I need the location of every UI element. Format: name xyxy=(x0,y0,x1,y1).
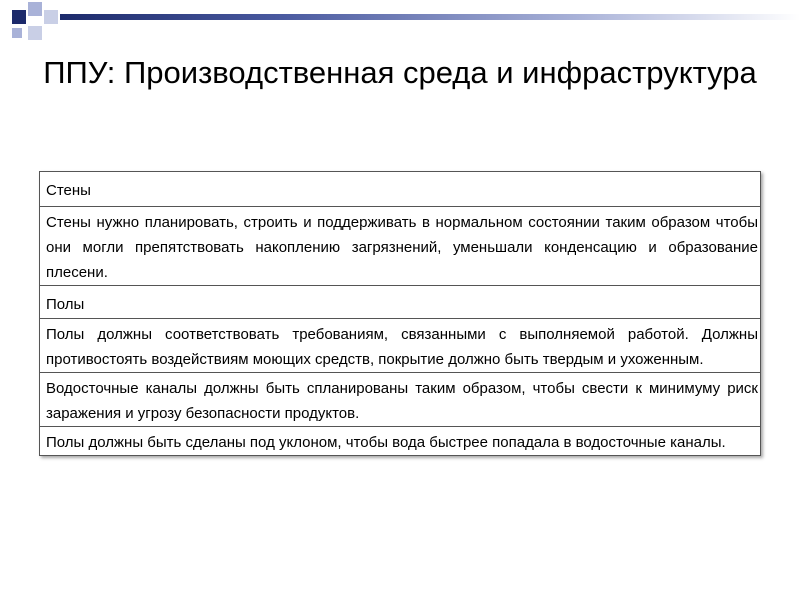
floors-requirement-text: Полы должны соответствовать требованиям, связанными с выполняемой работой. Должны противостоять воздействиям моющих средств, покрытие должно быть твердым и ухоженным. xyxy=(40,319,761,373)
section-header-floors: Полы xyxy=(40,286,761,319)
decor-square xyxy=(12,28,22,38)
slide-decoration xyxy=(0,0,800,44)
content-table xyxy=(39,171,761,456)
decor-square xyxy=(28,26,42,40)
decor-gradient-band xyxy=(60,14,800,20)
drainage-requirement-text: Водосточные каналы должны быть спланированы таким образом, чтобы свести к минимуму риск заражения и угрозу безопасности продуктов. xyxy=(40,373,761,427)
decor-square xyxy=(12,10,26,24)
floor-slope-requirement-text: Полы должны быть сделаны под уклоном, чтобы вода быстрее попадала в водосточные каналы. xyxy=(40,427,761,456)
walls-requirement-text: Стены нужно планировать, строить и поддерживать в нормальном состоянии таким образом чтобы они могли препятствовать накоплению загрязнений, уменьшали конденсацию и образование плесени. xyxy=(40,207,761,286)
slide-title: ППУ: Производственная среда и инфраструктура xyxy=(43,55,757,90)
table-row xyxy=(40,286,761,319)
table-row xyxy=(40,172,761,207)
decor-square xyxy=(44,10,58,24)
decor-square xyxy=(28,2,42,16)
table-row xyxy=(40,427,761,456)
table-row xyxy=(40,373,761,427)
table-row xyxy=(40,319,761,373)
section-header-walls: Стены xyxy=(40,172,761,207)
table-row xyxy=(40,207,761,286)
